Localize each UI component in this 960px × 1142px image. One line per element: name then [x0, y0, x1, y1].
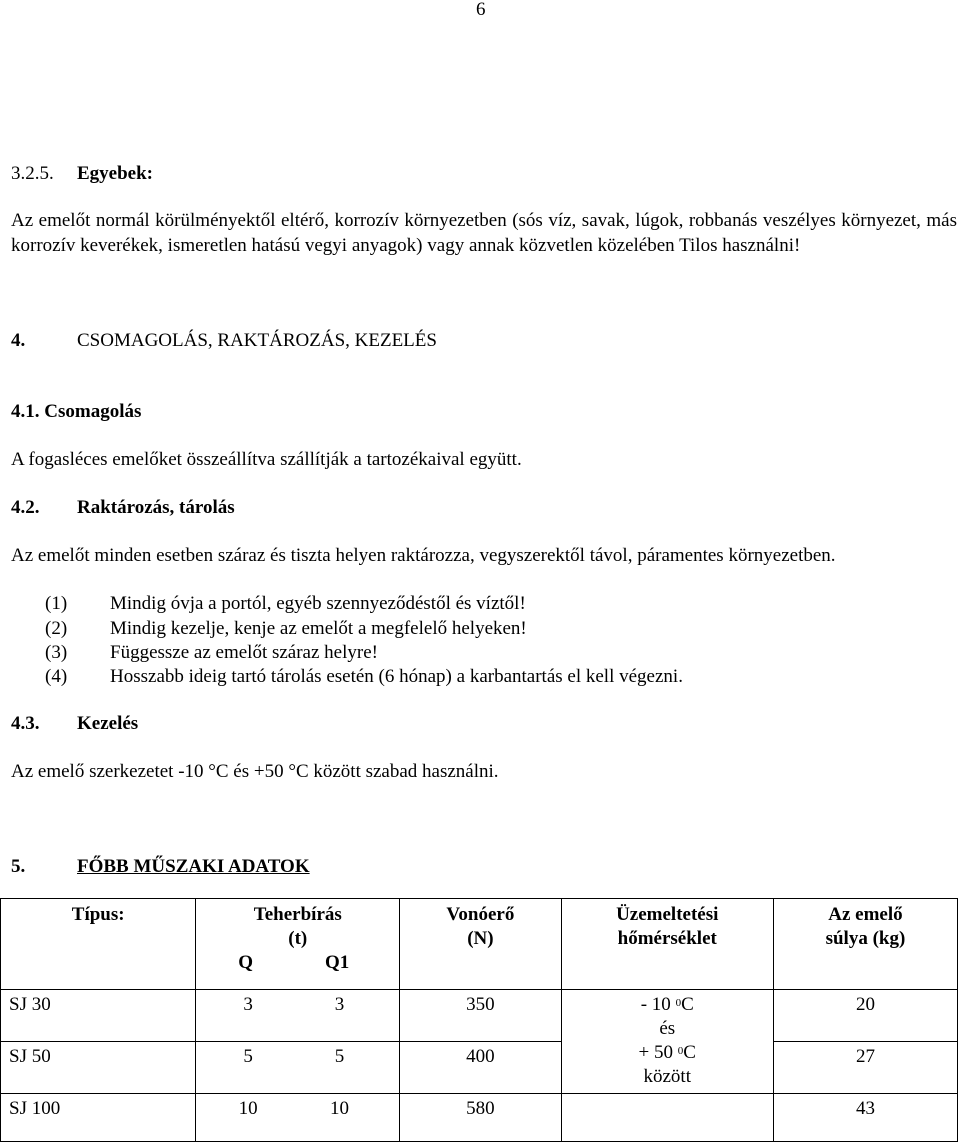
cell-capacity: [196, 1042, 400, 1094]
header-capacity-line2: (t): [288, 928, 308, 949]
heading-3-2-5: [11, 163, 153, 186]
list-item-number: (3): [45, 642, 68, 663]
list-item: [45, 593, 526, 616]
degree-mark: 0: [675, 997, 682, 1009]
cell-q1: 3: [334, 994, 345, 1015]
list-item: [45, 618, 527, 641]
paragraph-storage: Az emelőt minden esetben száraz és tiszta helyen raktározza, vegyszerektől távol, páramentes környezetben.: [11, 545, 836, 566]
heading-number: 4.2.: [11, 497, 40, 518]
header-force-line2: (N): [467, 928, 494, 949]
cell-q1: 5: [334, 1046, 345, 1067]
temp-line-2: és: [659, 1018, 676, 1039]
cell-capacity: [196, 1094, 400, 1142]
degree-mark: 0: [677, 1045, 684, 1057]
temp-high: + 50: [638, 1042, 674, 1063]
cell-capacity: [196, 990, 400, 1042]
cell-weight: 27: [773, 1042, 957, 1094]
temp-line-4: között: [643, 1066, 691, 1087]
cell-q: 10: [238, 1098, 258, 1119]
header-q: Q: [238, 952, 254, 973]
heading-title: CSOMAGOLÁS, RAKTÁROZÁS, KEZELÉS: [77, 330, 437, 351]
header-force: [400, 899, 561, 990]
header-weight: [773, 899, 957, 990]
cell-q: 3: [243, 994, 253, 1015]
header-force-line1: Vonóerő: [446, 904, 515, 925]
list-item-number: (1): [45, 593, 68, 614]
heading-4-2: [11, 497, 235, 520]
paragraph-corrosive-warning: Az emelőt normál körülményektől eltérő, korrozív környezetben (sós víz, savak, lúgok, robbanás veszélyes környezet, más korrozív keverékek, ismeretlen hatású vegyi anyagok) vagy annak közvetlen közelében Tilos használni!: [11, 210, 957, 256]
paragraph-packaging: A fogasléces emelőket összeállítva szállítják a tartozékaival együtt.: [11, 449, 522, 470]
temp-line-1: [562, 993, 773, 1017]
list-item-number: (2): [45, 618, 68, 639]
table-header-row: [1, 899, 958, 990]
cell-weight: 43: [773, 1094, 957, 1142]
cell-weight: 20: [773, 990, 957, 1042]
table-row: [1, 1094, 958, 1142]
page-number: 6: [476, 0, 486, 20]
temp-low: - 10: [640, 994, 671, 1015]
cell-force: 400: [400, 1042, 561, 1094]
heading-4-1: 4.1. Csomagolás: [11, 401, 142, 422]
table-row: [1, 1042, 958, 1094]
header-weight-line1: Az emelő: [828, 904, 903, 925]
heading-number: 4.: [11, 330, 26, 351]
cell-type: SJ 100: [1, 1094, 196, 1142]
cell-q: 5: [243, 1046, 253, 1067]
header-temperature-line2: hőmérséklet: [617, 928, 717, 949]
cell-type: SJ 30: [1, 990, 196, 1042]
temp-unit: C: [681, 994, 694, 1015]
heading-number: 3.2.5.: [11, 163, 54, 184]
header-temperature: [561, 899, 773, 990]
header-capacity-line1: Teherbírás: [253, 904, 342, 925]
heading-4: [11, 330, 437, 353]
cell-temperature-empty: [561, 1094, 773, 1142]
list-item: [45, 666, 683, 689]
list-item-text: Mindig kezelje, kenje az emelőt a megfelelő helyeken!: [110, 618, 527, 639]
cell-force: 580: [400, 1094, 561, 1142]
list-item-text: Függessze az emelőt száraz helyre!: [110, 642, 378, 663]
cell-q1: 10: [329, 1098, 349, 1119]
header-capacity: [196, 899, 400, 990]
heading-title: Egyebek:: [77, 163, 153, 184]
paragraph-operating-range: Az emelő szerkezetet -10 °C és +50 °C között szabad használni.: [11, 761, 499, 782]
list-item-text: Hosszabb ideig tartó tárolás esetén (6 hónap) a karbantartás el kell végezni.: [110, 666, 683, 687]
list-item: [45, 642, 378, 665]
heading-number: 4.3.: [11, 713, 40, 734]
header-weight-line2: súlya (kg): [825, 928, 906, 949]
table-row: [1, 990, 958, 1042]
cell-type: SJ 50: [1, 1042, 196, 1094]
header-q1: Q1: [324, 952, 350, 973]
heading-title: Kezelés: [77, 713, 139, 734]
header-temperature-line1: Üzemeltetési: [616, 904, 719, 925]
list-item-text: Mindig óvja a portól, egyéb szennyeződéstől és víztől!: [110, 593, 526, 614]
temp-line-3: [562, 1041, 773, 1065]
heading-title: Raktározás, tárolás: [77, 497, 235, 518]
header-type: [1, 899, 196, 990]
specs-table: [0, 898, 958, 1142]
cell-temperature-range: [561, 990, 773, 1094]
temp-unit: C: [683, 1042, 696, 1063]
heading-number: 5.: [11, 856, 26, 877]
heading-title: FŐBB MŰSZAKI ADATOK: [77, 856, 310, 877]
header-type-label: Típus:: [71, 904, 125, 925]
cell-force: 350: [400, 990, 561, 1042]
list-item-number: (4): [45, 666, 68, 687]
heading-5: [11, 856, 310, 879]
heading-4-3: [11, 713, 138, 736]
